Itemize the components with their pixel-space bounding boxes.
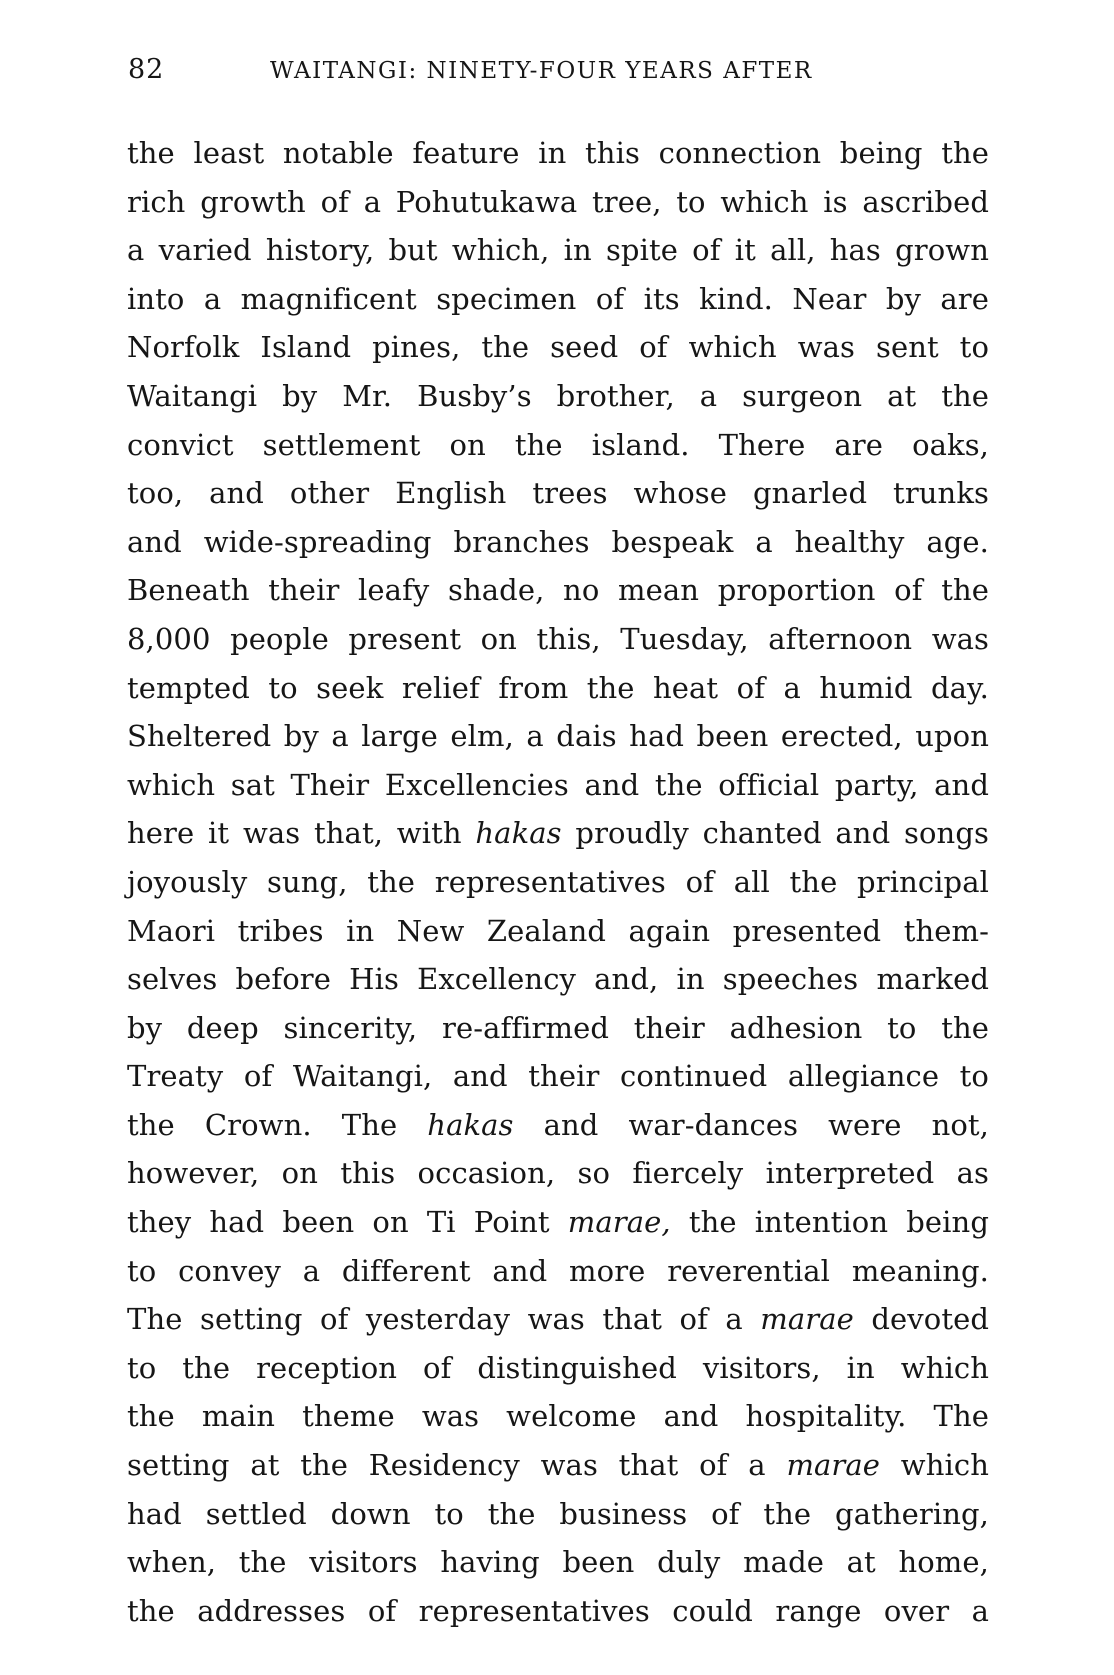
italic-term: hakas (475, 816, 562, 851)
text-segment: and war-dances were not, (513, 1107, 990, 1142)
text-segment: Sheltered by a large elm, a dais had been erected, upon (127, 719, 989, 754)
italic-term: hakas (427, 1107, 514, 1142)
body-paragraph (127, 129, 989, 1635)
text-segment: the Crown. The (127, 1107, 428, 1142)
text-segment: setting at the Residency was that of a (127, 1448, 787, 1483)
text-line (127, 518, 989, 567)
text-line (127, 421, 989, 470)
text-segment: selves before His Excellency and, in speeches marked (127, 962, 989, 997)
text-segment: the main theme was welcome and hospitality. The (127, 1399, 989, 1434)
text-segment: when, the visitors having been duly made at home, (127, 1545, 989, 1580)
text-segment: the least notable feature in this connection being the (127, 136, 989, 170)
text-segment: joyously sung, the representatives of all the principal (127, 864, 989, 899)
text-line (127, 1149, 989, 1198)
text-line (127, 1344, 989, 1393)
italic-term: marae (786, 1448, 881, 1483)
text-line (127, 615, 989, 664)
italic-term: marae (760, 1302, 854, 1337)
text-segment: a varied history, but which, in spite of it all, has grown (127, 233, 989, 268)
text-segment: Norfolk Island pines, the seed of which was sent to (127, 330, 989, 365)
text-segment: which sat Their Excellencies and the official party, and (127, 767, 989, 802)
running-head-title: WAITANGI: NINETY-FOUR YEARS AFTER (270, 58, 813, 84)
text-line (127, 178, 989, 227)
text-line (127, 1198, 989, 1247)
text-line (127, 712, 989, 761)
text-segment: rich growth of a Pohutukawa tree, to which is ascribed (127, 184, 989, 219)
page-number: 82 (128, 54, 165, 85)
text-segment: had settled down to the business of the gathering, (127, 1496, 989, 1531)
text-line (127, 1052, 989, 1101)
text-segment: to convey a different and more reverential meaning. (127, 1253, 989, 1288)
text-segment: here it was that, with (127, 816, 476, 851)
text-segment: and wide-spreading branches bespeak a healthy age. (127, 524, 989, 559)
text-segment: however, on this occasion, so fiercely interpreted as (127, 1156, 989, 1191)
text-line (127, 955, 989, 1004)
text-line (127, 566, 989, 615)
text-segment: Waitangi by Mr. Busby’s brother, a surgeon at the (127, 378, 989, 413)
text-segment: Maori tribes in New Zealand again presented them- (127, 913, 989, 948)
text-line (127, 1587, 989, 1636)
text-line (127, 1441, 989, 1490)
text-line (127, 226, 989, 275)
text-segment: devoted (853, 1302, 990, 1337)
text-line (127, 1538, 989, 1587)
text-segment: tempted to seek relief from the heat of a humid day. (127, 670, 989, 705)
text-segment: The setting of yesterday was that of a (127, 1302, 761, 1337)
text-segment: the addresses of representatives could range over a (127, 1593, 989, 1628)
text-line (127, 664, 989, 713)
text-segment: they had been on Ti Point (127, 1205, 568, 1240)
text-line (127, 809, 989, 858)
text-segment: proudly chanted and songs (561, 816, 989, 851)
italic-term: marae, (567, 1205, 671, 1240)
text-line (127, 1490, 989, 1539)
text-line (127, 129, 989, 178)
text-line (127, 275, 989, 324)
text-segment: Beneath their leafy shade, no mean proportion of the (127, 573, 989, 608)
text-line (127, 1004, 989, 1053)
text-segment: convict settlement on the island. There are oaks, (127, 427, 989, 462)
text-line (127, 1101, 989, 1150)
text-segment: which (880, 1448, 990, 1483)
text-line (127, 858, 989, 907)
text-line (127, 907, 989, 956)
text-segment: to the reception of distinguished visitors, in which (127, 1350, 989, 1385)
text-segment: the intention being (670, 1205, 989, 1240)
text-segment: too, and other English trees whose gnarled trunks (127, 476, 989, 511)
text-line (127, 469, 989, 518)
text-line (127, 1295, 989, 1344)
text-line (127, 323, 989, 372)
text-segment: Treaty of Waitangi, and their continued allegiance to (127, 1059, 989, 1094)
text-line (127, 1247, 989, 1296)
text-segment: into a magnificent specimen of its kind. Near by are (127, 281, 989, 316)
text-line (127, 372, 989, 421)
text-segment: by deep sincerity, re-affirmed their adhesion to the (127, 1010, 989, 1045)
text-line (127, 1392, 989, 1441)
text-line (127, 761, 989, 810)
text-segment: 8,000 people present on this, Tuesday, afternoon was (127, 621, 989, 656)
